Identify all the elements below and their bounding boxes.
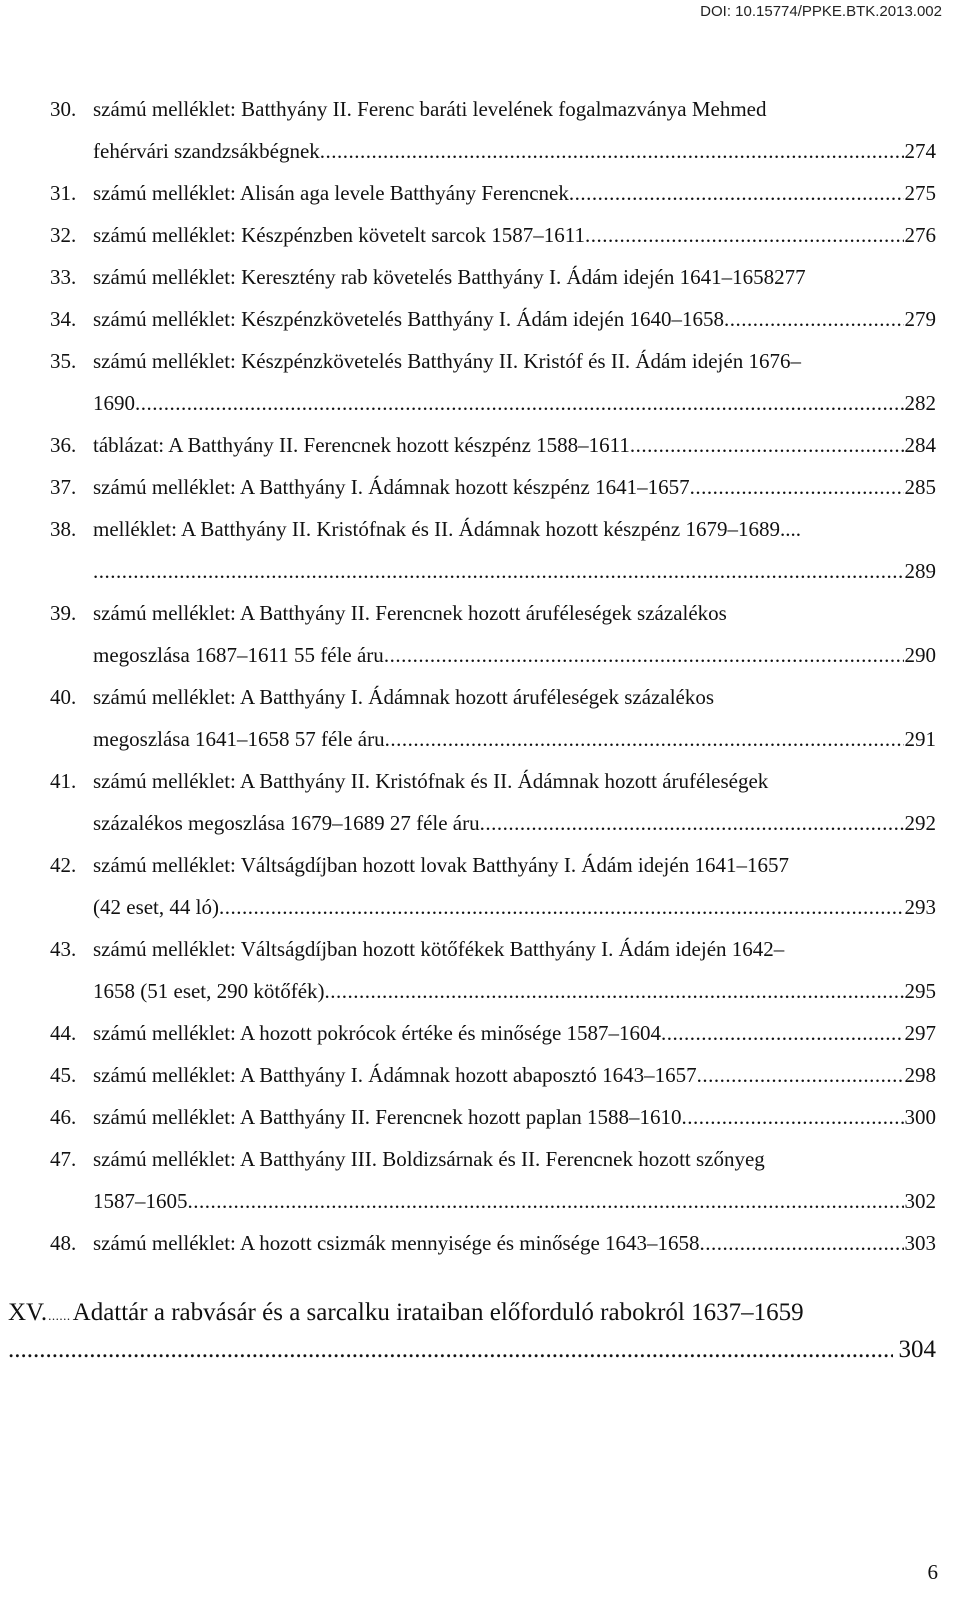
toc-entry-text: megoszlása 1687–1611 55 féle áru	[93, 643, 384, 667]
dot-leader	[385, 718, 904, 760]
toc-entry[interactable]	[0, 928, 960, 1012]
toc-entry[interactable]	[0, 1054, 960, 1096]
toc-entry-text: számú melléklet: Keresztény rab követelés Batthyány I. Ádám idején 1641–1658277	[93, 265, 806, 289]
toc-entry-number: 33.	[50, 265, 77, 289]
dot-leader	[697, 1054, 904, 1096]
toc-entry[interactable]	[0, 298, 960, 340]
toc-entry-number: 35.	[50, 349, 77, 373]
toc-entry-number: 44.	[50, 1021, 77, 1045]
toc-page-number: 293	[904, 895, 936, 919]
toc-entry-text: (42 eset, 44 ló)	[93, 895, 219, 919]
toc-entry-text: számú melléklet: Váltságdíjban hozott lovak Batthyány I. Ádám idején 1641–1657	[93, 853, 789, 877]
toc-entry[interactable]	[0, 508, 960, 592]
toc-entry[interactable]	[0, 1012, 960, 1054]
toc-entry-text: számú melléklet: A hozott pokrócok értéke és minősége 1587–1604	[93, 1021, 662, 1045]
chapter-title: Adattár a rabvásár és a sarcalku irataiban előforduló rabokról 1637–1659	[72, 1299, 804, 1326]
toc-page-number: 274	[904, 139, 936, 163]
toc-entry-number: 42.	[50, 853, 77, 877]
toc-entry-text: számú melléklet: A Batthyány II. Ferencnek hozott paplan 1588–1610	[93, 1105, 682, 1129]
toc-entry-text: számú melléklet: Alisán aga levele Batthyány Ferencnek	[93, 181, 569, 205]
toc-entry-text: melléklet: A Batthyány II. Kristófnak és II. Ádámnak hozott készpénz 1679–1689....	[93, 517, 802, 541]
toc-entry-number: 43.	[50, 937, 77, 961]
toc-page-number: 298	[904, 1063, 936, 1087]
toc-entry-text: számú melléklet: A Batthyány III. Boldizsárnak és II. Ferencnek hozott szőnyeg	[93, 1147, 765, 1171]
dot-leader	[135, 382, 904, 424]
dot-leader	[630, 424, 904, 466]
toc-page-number: 292	[904, 811, 936, 835]
toc-entry-text: számú melléklet: A Batthyány II. Kristófnak és II. Ádámnak hozott áruféleségek	[93, 769, 769, 793]
toc-entry-text: számú melléklet: A Batthyány II. Ferencnek hozott áruféleségek százalékos	[93, 601, 727, 625]
toc-entry-number: 32.	[50, 223, 77, 247]
dot-leader	[681, 1096, 903, 1138]
toc-entry[interactable]	[0, 1138, 960, 1222]
toc-page-number: 282	[904, 391, 936, 415]
toc-entry[interactable]	[0, 1222, 960, 1264]
toc-entry[interactable]	[0, 760, 960, 844]
toc-page-number: 289	[904, 559, 936, 583]
toc-page-number: 295	[904, 979, 936, 1003]
toc-entry-text: számú melléklet: Készpénzben követelt sarcok 1587–1611	[93, 223, 585, 247]
toc-entry-number: 48.	[50, 1231, 77, 1255]
dot-leader	[93, 550, 904, 592]
dot-leader	[724, 298, 904, 340]
toc-entry-number: 45.	[50, 1063, 77, 1087]
toc-entry-text: 1587–1605	[93, 1189, 188, 1213]
chapter-number: XV.	[8, 1299, 48, 1326]
dot-leader	[569, 172, 904, 214]
toc-entry-number: 31.	[50, 181, 77, 205]
toc-entry-text: számú melléklet: A Batthyány I. Ádámnak hozott áruféleségek százalékos	[93, 685, 715, 709]
toc-page-number: 276	[904, 223, 936, 247]
toc-entry-number: 38.	[50, 517, 77, 541]
toc-entry-text: 1658 (51 eset, 290 kötőfék)	[93, 979, 325, 1003]
toc-entry-text: százalékos megoszlása 1679–1689 27 féle áru	[93, 811, 480, 835]
chapter-page-number: 304	[898, 1336, 936, 1363]
toc-page-number: 275	[904, 181, 936, 205]
toc-entry-number: 46.	[50, 1105, 77, 1129]
toc-page-number: 302	[904, 1189, 936, 1213]
dot-leader	[661, 1012, 903, 1054]
toc-entry[interactable]	[0, 340, 960, 424]
toc-chapter-entry[interactable]	[8, 1296, 936, 1367]
dot-leader	[219, 886, 904, 928]
table-of-contents	[0, 88, 960, 1264]
toc-entry-text: számú melléklet: Váltságdíjban hozott kötőfékek Batthyány I. Ádám idején 1642–	[93, 937, 785, 961]
toc-entry-number: 34.	[50, 307, 77, 331]
toc-entry-number: 40.	[50, 685, 77, 709]
doi-header: DOI: 10.15774/PPKE.BTK.2013.002	[700, 3, 942, 20]
toc-entry[interactable]	[0, 256, 960, 298]
dot-leader	[480, 802, 904, 844]
toc-page-number: 300	[904, 1105, 936, 1129]
toc-entry[interactable]	[0, 424, 960, 466]
toc-entry-number: 41.	[50, 769, 77, 793]
toc-entry-text: számú melléklet: A Batthyány I. Ádámnak hozott abaposztó 1643–1657	[93, 1063, 697, 1087]
toc-entry[interactable]	[0, 214, 960, 256]
chapter-dot-leader	[8, 1333, 893, 1367]
dot-leader	[320, 130, 904, 172]
toc-entry-number: 37.	[50, 475, 77, 499]
dot-leader	[188, 1180, 904, 1222]
toc-entry-number: 39.	[50, 601, 77, 625]
toc-page-number: 297	[904, 1021, 936, 1045]
toc-entry-text: táblázat: A Batthyány II. Ferencnek hozott készpénz 1588–1611	[93, 433, 630, 457]
toc-entry-text: fehérvári szandzsákbégnek	[93, 139, 320, 163]
toc-entry-text: számú melléklet: A Batthyány I. Ádámnak hozott készpénz 1641–1657	[93, 475, 690, 499]
dot-leader	[690, 466, 904, 508]
toc-entry-text: megoszlása 1641–1658 57 féle áru	[93, 727, 385, 751]
dot-leader	[325, 970, 904, 1012]
toc-entry-text: számú melléklet: A hozott csizmák mennyisége és minősége 1643–1658	[93, 1231, 700, 1255]
dot-leader	[384, 634, 904, 676]
toc-entry[interactable]	[0, 676, 960, 760]
toc-entry[interactable]	[0, 88, 960, 172]
toc-entry[interactable]	[0, 844, 960, 928]
toc-page-number: 285	[904, 475, 936, 499]
toc-entry[interactable]	[0, 466, 960, 508]
chapter-leader-dots: ......	[48, 1308, 71, 1323]
toc-page-number: 284	[904, 433, 936, 457]
toc-entry[interactable]	[0, 1096, 960, 1138]
toc-page-number: 303	[904, 1231, 936, 1255]
dot-leader	[585, 214, 904, 256]
toc-entry-text: számú melléklet: Készpénzkövetelés Batthyány II. Kristóf és II. Ádám idején 1676–	[93, 349, 801, 373]
toc-entry-number: 30.	[50, 97, 77, 121]
toc-entry-text: számú melléklet: Batthyány II. Ferenc baráti levelének fogalmazványa Mehmed	[93, 97, 767, 121]
toc-page-number: 290	[904, 643, 936, 667]
toc-entry-number: 36.	[50, 433, 77, 457]
toc-page-number: 291	[904, 727, 936, 751]
toc-entry-number: 47.	[50, 1147, 77, 1171]
toc-entry-text: 1690	[93, 391, 135, 415]
toc-entry[interactable]	[0, 592, 960, 676]
toc-entry-text: számú melléklet: Készpénzkövetelés Batthyány I. Ádám idején 1640–1658	[93, 307, 724, 331]
page-number: 6	[927, 1560, 938, 1584]
toc-page-number: 279	[904, 307, 936, 331]
toc-entry[interactable]	[0, 172, 960, 214]
dot-leader	[700, 1222, 904, 1264]
